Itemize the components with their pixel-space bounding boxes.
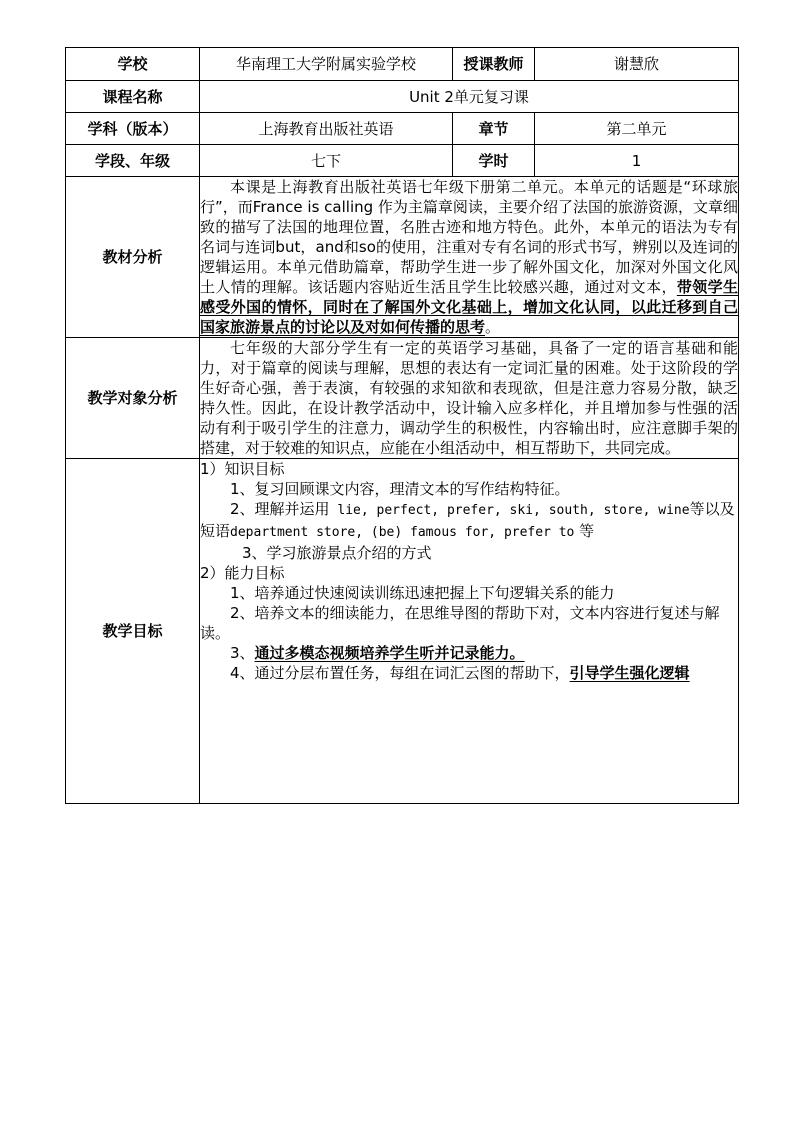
textbook-emphasis: 带领学生感受外国的情怀，同时在了解国外文化基础上，增加文化认同，以此迁移到自己国家旅游景点的讨论以及对如何传播的思考 — [200, 278, 738, 336]
k2-middle: 等以及短语 — [200, 500, 735, 540]
textbook-text: 本课是上海教育出版社英语七年级下册第二单元。本单元的话题是“环球旅行”，而France is calling 作为主篇章阅读，主要介绍了法国的旅游资源，文章细致的描写了法国的地理位置，名胜古迹和地方特色。此外，本单元的语法为专有名词与连词but，and和so的使用，注重对专有名词的形式书写，辨别以及连词的逻辑运用。本单元借助篇章，帮助学生进一步了解外国文化，加深对外国文化风土人情的理解。该话题内容贴近生活且学生比较感兴趣，通过对文本， — [200, 178, 738, 296]
row-student-analysis — [66, 338, 739, 459]
textbook-paragraph — [200, 177, 738, 337]
row-course — [66, 81, 739, 113]
a4-emphasis: 引导学生强化逻辑 — [569, 664, 690, 682]
knowledge-goal-3: 3、学习旅游景点介绍的方式 — [242, 544, 432, 562]
ability-goal-2: 2、培养文本的细读能力，在思维导图的帮助下对，文本内容进行复述与解读。 — [200, 604, 720, 642]
subject-value: 上海教育出版社英语 — [200, 113, 453, 145]
students-content — [200, 338, 739, 459]
goals-content — [200, 459, 739, 804]
row-teaching-goals — [66, 459, 739, 804]
knowledge-goals-title: 1）知识目标 — [200, 460, 285, 478]
teacher-label: 授课教师 — [453, 48, 535, 81]
k2-prefix: 2、理解并运用 — [230, 500, 330, 518]
teacher-value: 谢慧欣 — [535, 48, 739, 81]
course-label: 课程名称 — [66, 81, 200, 113]
a3-emphasis: 通过多模态视频培养学生听并记录能力。 — [254, 644, 525, 662]
k2-words: lie, perfect, prefer, ski, south, store, wine — [329, 503, 690, 518]
ability-goal-1: 1、培养通过快速阅读训练迅速把握上下句逻辑关系的能力 — [230, 584, 615, 602]
subject-label: 学科（版本） — [66, 113, 200, 145]
row-school — [66, 48, 739, 81]
row-textbook-analysis — [66, 177, 739, 338]
grade-label: 学段、年级 — [66, 145, 200, 177]
ability-goals-title: 2）能力目标 — [200, 564, 285, 582]
knowledge-goal-2 — [200, 499, 738, 543]
students-label: 教学对象分析 — [66, 338, 200, 459]
hours-label: 学时 — [453, 145, 535, 177]
row-grade — [66, 145, 739, 177]
hours-value: 1 — [535, 145, 739, 177]
course-value: Unit 2单元复习课 — [200, 81, 739, 113]
ability-goal-3 — [200, 643, 738, 663]
grade-value: 七下 — [200, 145, 453, 177]
textbook-text-end: 。 — [485, 318, 501, 336]
chapter-label: 章节 — [453, 113, 535, 145]
knowledge-goal-1: 1、复习回顾课文内容，理清文本的写作结构特征。 — [230, 480, 570, 498]
textbook-content — [200, 177, 739, 338]
textbook-label: 教材分析 — [66, 177, 200, 338]
chapter-value: 第二单元 — [535, 113, 739, 145]
school-label: 学校 — [66, 48, 200, 81]
k2-suffix: 等 — [574, 522, 595, 540]
students-paragraph: 七年级的大部分学生有一定的英语学习基础，具备了一定的语言基础和能力，对于篇章的阅读与理解，思想的表达有一定词汇量的困难。处于这阶段的学生好奇心强，善于表演，有较强的求知欲和表现欲，但是注意力容易分散，缺乏持久性。因此，在设计教学活动中，设计输入应多样化，并且增加参与性强的活动有利于吸引学生的注意力，调动学生的积极性，内容输出时，应注意脚手架的搭建，对于较难的知识点，应能在小组活动中，相互帮助下，共同完成。 — [200, 339, 738, 457]
row-subject — [66, 113, 739, 145]
a3-number: 3、 — [230, 644, 255, 662]
goals-label: 教学目标 — [66, 459, 200, 804]
k2-phrases: department store, (be) famous for, prefer to — [230, 525, 575, 540]
school-value: 华南理工大学附属实验学校 — [200, 48, 453, 81]
lesson-plan-table — [65, 47, 739, 804]
ability-goal-4 — [200, 663, 738, 683]
a4-text: 4、通过分层布置任务，每组在词汇云图的帮助下， — [230, 664, 570, 682]
